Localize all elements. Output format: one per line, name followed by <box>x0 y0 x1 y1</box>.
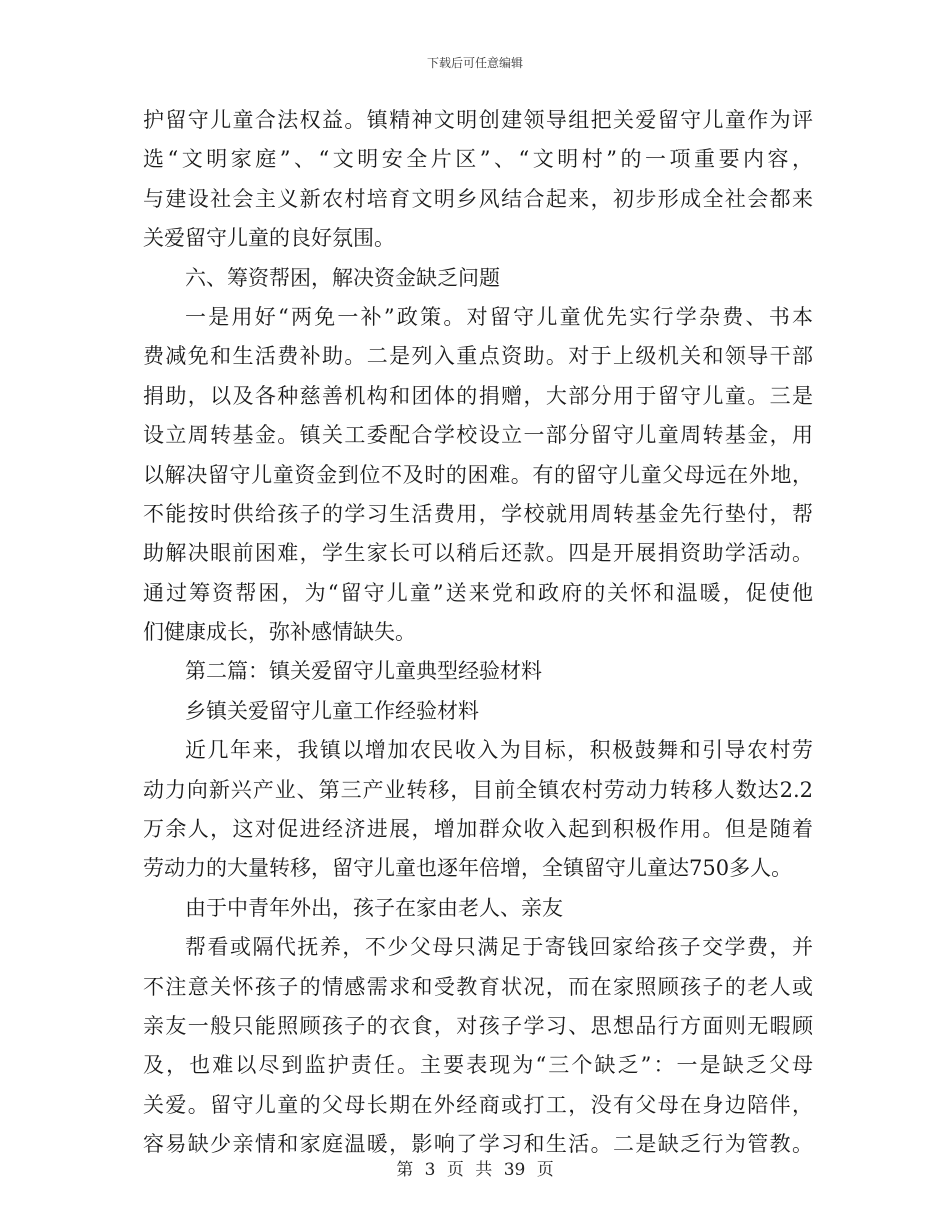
paragraph <box>143 101 813 259</box>
text-line: 通过筹资帮困，为“留守儿童”送来党和政府的关怀和温暖，促使他 <box>143 580 813 605</box>
text-line: 费减免和生活费补助。二是列入重点资助。对于上级机关和领导干部 <box>143 344 813 369</box>
text-line: 关爱。留守儿童的父母长期在外经商或打工，没有父母在身边陪伴， <box>143 1092 813 1117</box>
section-heading <box>143 259 813 298</box>
paragraph <box>143 928 813 1164</box>
paragraph <box>143 889 813 928</box>
document-subtitle <box>143 692 813 731</box>
text-line: 近几年来，我镇以增加农民收入为目标，积极鼓舞和引导农村劳 <box>185 738 813 763</box>
text-line: 关爱留守儿童的良好氛围。 <box>143 226 395 251</box>
text-line: 容易缺少亲情和家庭温暖，影响了学习和生活。二是缺乏行为管教。 <box>143 1132 813 1157</box>
text-line: 一是用好“两免一补”政策。对留守儿童优先实行学杂费、书本 <box>185 304 813 329</box>
text-line: 选“文明家庭”、“文明安全片区”、“文明村”的一项重要内容， <box>143 147 813 172</box>
text-line: 六、筹资帮困，解决资金缺乏问题 <box>185 265 500 290</box>
text-line: 助解决眼前困难，学生家长可以稍后还款。四是开展捐资助学活动。 <box>143 541 813 566</box>
text-line: 劳动力的大量转移，留守儿童也逐年倍增，全镇留守儿童达750多人。 <box>143 856 793 881</box>
text-line: 第二篇：镇关爱留守儿童典型经验材料 <box>185 659 542 684</box>
text-line: 不注意关怀孩子的情感需求和受教育状况，而在家照顾孩子的老人或 <box>143 974 813 999</box>
text-line: 亲友一般只能照顾孩子的衣食，对孩子学习、思想品行方面则无暇顾 <box>143 1013 813 1038</box>
paragraph <box>143 298 813 653</box>
document-body <box>143 101 813 1165</box>
chapter-title <box>143 652 813 691</box>
text-line: 护留守儿童合法权益。镇精神文明创建领导组把关爱留守儿童作为评 <box>143 108 813 132</box>
text-line: 由于中青年外出，孩子在家由老人、亲友 <box>185 895 563 920</box>
text-line: 设立周转基金。镇关工委配合学校设立一部分留守儿童周转基金，用 <box>143 423 813 448</box>
text-line: 以解决留守儿童资金到位不及时的困难。有的留守儿童父母远在外地， <box>143 462 813 487</box>
text-line: 不能按时供给孩子的学习生活费用，学校就用周转基金先行垫付，帮 <box>143 501 813 526</box>
text-line: 与建设社会主义新农村培育文明乡风结合起来，初步形成全社会都来 <box>143 186 813 211</box>
text-line: 们健康成长，弥补感情缺失。 <box>143 620 416 645</box>
page-header: 下载后可任意编辑 <box>426 56 523 70</box>
text-line: 帮看或隔代抚养，不少父母只满足于寄钱回家给孩子交学费，并 <box>185 935 813 960</box>
text-line: 动力向新兴产业、第三产业转移，目前全镇农村劳动力转移人数达2.2 <box>143 777 813 802</box>
text-line: 万余人，这对促进经济进展，增加群众收入起到积极作用。但是随着 <box>143 817 813 842</box>
paragraph <box>143 731 813 889</box>
text-line: 及，也难以尽到监护责任。主要表现为“三个缺乏”：一是缺乏父母 <box>143 1053 813 1078</box>
text-line: 乡镇关爱留守儿童工作经验材料 <box>185 698 479 723</box>
text-line: 捐助，以及各种慈善机构和团体的捐赠，大部分用于留守儿童。三是 <box>143 383 813 408</box>
page-footer: 第 3 页 共 39 页 <box>396 1160 554 1180</box>
